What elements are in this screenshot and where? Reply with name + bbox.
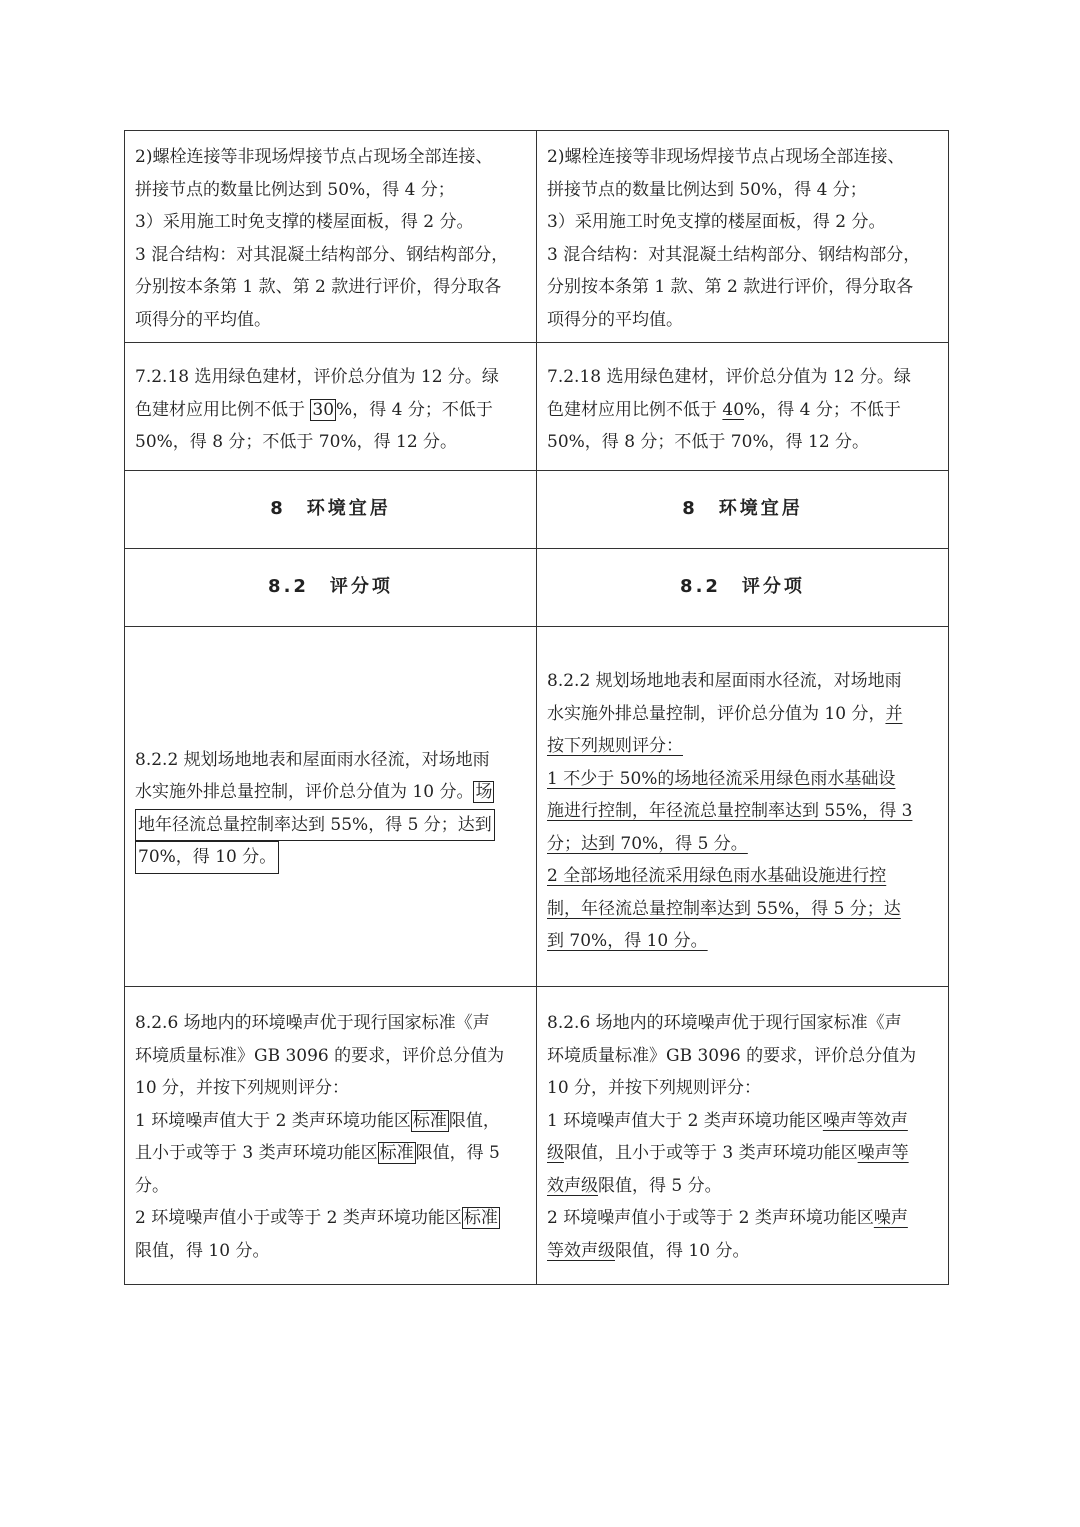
text-line: 3）采用施工时免支撑的楼屋面板，得 2 分。 <box>135 212 474 232</box>
text-line: 50%，得 8 分；不低于 70%，得 12 分。 <box>547 432 870 452</box>
text-line: 50%，得 8 分；不低于 70%，得 12 分。 <box>135 432 458 452</box>
underlined-text: 1 不少于 50%的场地径流采用绿色雨水基础设 <box>547 768 896 789</box>
text-fragment: %，得 4 分；不低于 <box>336 399 493 420</box>
marked-text: 标准 <box>463 1208 498 1228</box>
text-line: 2)螺栓连接等非现场焊接节点占现场全部连接、 <box>547 147 905 167</box>
underlined-text: 分；达到 70%，得 5 分。 <box>547 833 748 854</box>
section-heading: 8.2 评分项 <box>125 549 537 627</box>
comparison-table <box>124 130 949 1285</box>
table-row <box>125 343 949 471</box>
old-text-cell <box>125 131 537 343</box>
marked-text: 地年径流总量控制率达到 55%，得 5 分；达到 <box>135 809 495 842</box>
text-line <box>547 1105 938 1138</box>
new-text-cell <box>537 987 949 1285</box>
text-fragment: 限值， <box>448 1110 500 1131</box>
underlined-text: 噪声等效声 <box>822 1110 908 1131</box>
text-fragment: 限值，得 10 分。 <box>615 1240 750 1261</box>
text-fragment: 色建材应用比例不低于 <box>547 399 723 420</box>
text-line: 3）采用施工时免支撑的楼屋面板，得 2 分。 <box>547 212 886 232</box>
text-line: 项得分的平均值。 <box>135 309 271 330</box>
underlined-text: 级 <box>547 1143 564 1163</box>
text-line <box>547 1202 938 1235</box>
text-line: 7.2.18 选用绿色建材，评价总分值为 12 分。绿 <box>547 367 911 387</box>
new-text-cell <box>537 131 949 343</box>
underlined-text: 按下列规则评分： <box>547 736 683 756</box>
text-line <box>547 698 938 731</box>
text-line: 8.2.6 场地内的环境噪声优于现行国家标准《声 <box>135 1013 490 1033</box>
text-line: 拼接节点的数量比例达到 50%，得 4 分； <box>135 179 455 200</box>
old-text-cell <box>125 343 537 471</box>
text-line: 2)螺栓连接等非现场焊接节点占现场全部连接、 <box>135 147 493 167</box>
underlined-text: 40 <box>722 399 745 420</box>
text-fragment: 色建材应用比例不低于 <box>135 399 311 420</box>
text-line: 10 分，并按下列规则评分： <box>135 1078 350 1098</box>
chapter-heading: 8 环境宜居 <box>125 471 537 549</box>
text-line: 环境质量标准》GB 3096 的要求，评价总分值为 <box>135 1045 505 1066</box>
text-line <box>547 394 938 427</box>
old-text-cell <box>125 627 537 987</box>
table-row <box>125 471 949 549</box>
marked-text: 场 <box>475 782 493 802</box>
text-line <box>135 1202 526 1235</box>
underlined-text: 效声级 <box>547 1175 598 1196</box>
text-line: 分别按本条第 1 款、第 2 款进行评价，得分取各 <box>135 277 502 297</box>
text-fragment: 限值，得 5 <box>415 1143 500 1163</box>
text-line <box>135 1137 526 1170</box>
text-line: 分。 <box>135 1175 169 1196</box>
chapter-heading: 8 环境宜居 <box>537 471 949 549</box>
text-line: 3 混合结构：对其混凝土结构部分、钢结构部分， <box>547 244 921 265</box>
text-line <box>547 1235 938 1268</box>
text-fragment: 且小于或等于 3 类声环境功能区 <box>135 1143 378 1163</box>
new-text-cell <box>537 627 949 987</box>
marked-text: 70%，得 10 分。 <box>135 841 279 874</box>
underlined-text: 等效声级 <box>547 1240 615 1261</box>
text-line <box>135 1105 526 1138</box>
underlined-text: 噪声等 <box>857 1143 909 1163</box>
text-line: 限值，得 10 分。 <box>135 1240 270 1261</box>
text-fragment: 2 环境噪声值小于或等于 2 类声环境功能区 <box>547 1208 874 1228</box>
text-line <box>135 776 526 809</box>
text-fragment: 1 环境噪声值大于 2 类声环境功能区 <box>135 1110 411 1131</box>
marked-text: 30 <box>312 399 335 420</box>
underlined-text: 并 <box>885 703 903 724</box>
section-heading: 8.2 评分项 <box>537 549 949 627</box>
text-fragment: 水实施外排总量控制，评价总分值为 10 分， <box>547 703 886 724</box>
text-fragment: 1 环境噪声值大于 2 类声环境功能区 <box>547 1110 823 1131</box>
table-row <box>125 549 949 627</box>
text-line <box>547 1170 938 1203</box>
marked-text: 标准 <box>412 1110 447 1131</box>
text-line: 8.2.2 规划场地地表和屋面雨水径流，对场地雨 <box>135 749 490 770</box>
text-line: 8.2.2 规划场地地表和屋面雨水径流，对场地雨 <box>547 671 902 691</box>
text-fragment: 水实施外排总量控制，评价总分值为 10 分。 <box>135 782 474 802</box>
text-line: 7.2.18 选用绿色建材，评价总分值为 12 分。绿 <box>135 367 499 387</box>
underlined-text: 到 70%，得 10 分。 <box>547 931 708 951</box>
text-line: 10 分，并按下列规则评分： <box>547 1078 762 1098</box>
table-row <box>125 987 949 1285</box>
table-row <box>125 131 949 343</box>
text-line: 拼接节点的数量比例达到 50%，得 4 分； <box>547 179 867 200</box>
text-line: 环境质量标准》GB 3096 的要求，评价总分值为 <box>547 1045 917 1066</box>
text-line <box>135 394 526 427</box>
underlined-text: 制，年径流总量控制率达到 55%，得 5 分；达 <box>547 898 901 919</box>
text-fragment: 限值，得 5 分。 <box>598 1175 722 1196</box>
underlined-text: 噪声 <box>873 1208 908 1228</box>
text-fragment: %，得 4 分；不低于 <box>744 399 901 420</box>
old-text-cell <box>125 987 537 1285</box>
text-line: 分别按本条第 1 款、第 2 款进行评价，得分取各 <box>547 277 914 297</box>
text-line: 3 混合结构：对其混凝土结构部分、钢结构部分， <box>135 244 509 265</box>
text-fragment: 限值，且小于或等于 3 类声环境功能区 <box>564 1143 858 1163</box>
text-fragment: 2 环境噪声值小于或等于 2 类声环境功能区 <box>135 1208 462 1228</box>
new-text-cell <box>537 343 949 471</box>
table-row <box>125 627 949 987</box>
underlined-text: 施进行控制，年径流总量控制率达到 55%，得 3 <box>547 801 913 821</box>
underlined-text: 2 全部场地径流采用绿色雨水基础设施进行控 <box>547 866 887 886</box>
text-line: 8.2.6 场地内的环境噪声优于现行国家标准《声 <box>547 1013 902 1033</box>
text-line <box>547 1137 938 1170</box>
text-line: 项得分的平均值。 <box>547 309 683 330</box>
marked-text: 标准 <box>379 1143 414 1163</box>
